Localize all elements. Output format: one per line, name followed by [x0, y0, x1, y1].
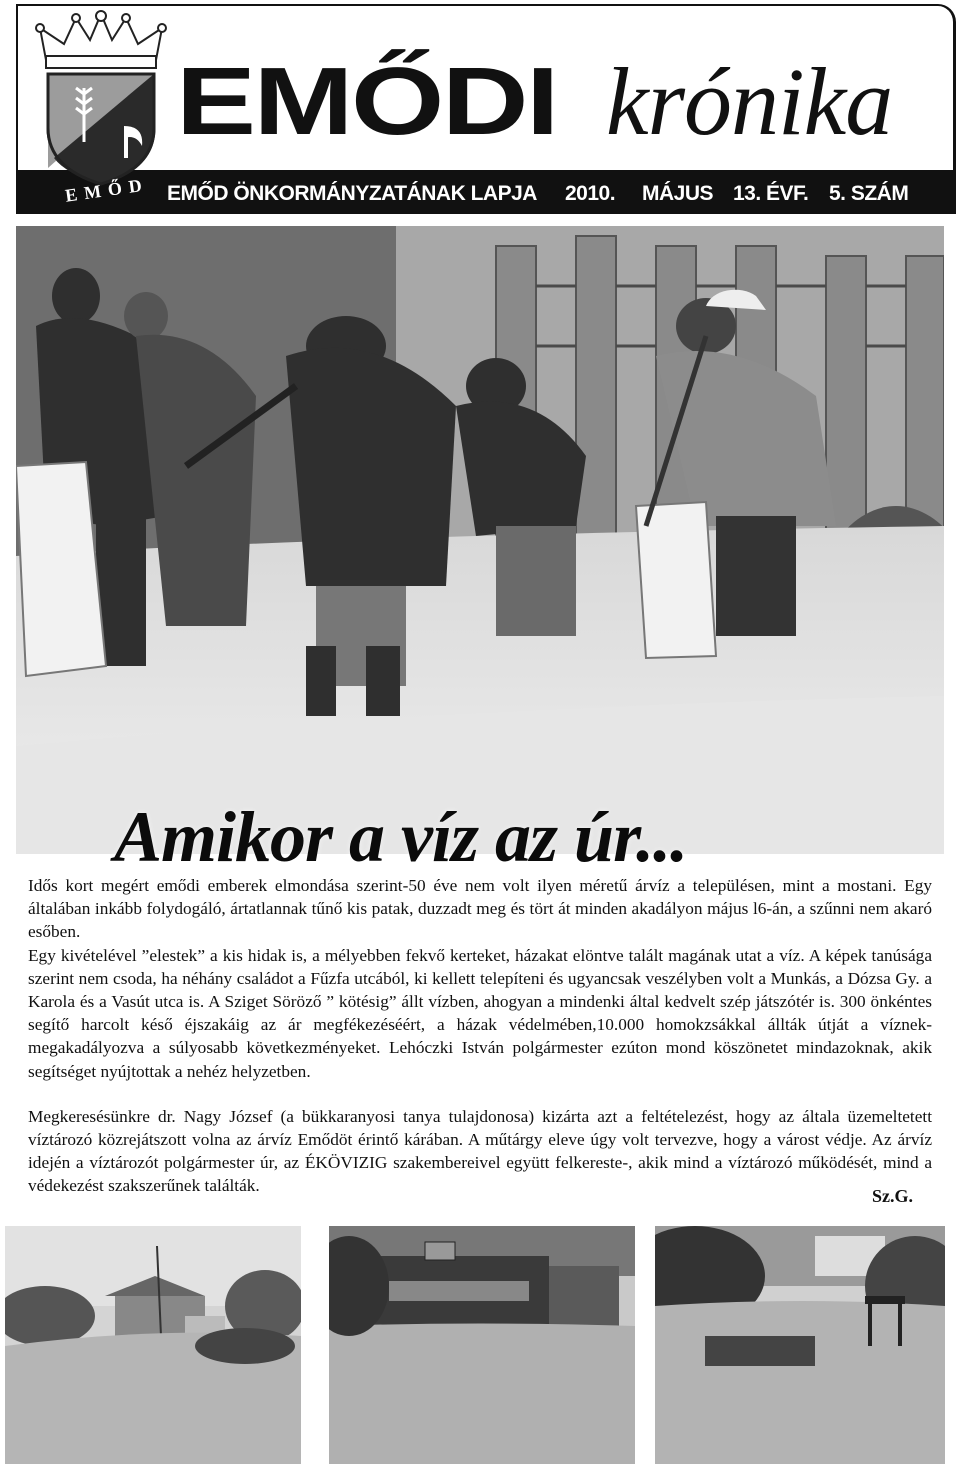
- flooded-playground-photo: [655, 1226, 945, 1464]
- article-paragraph-1: Idős kort megért emődi emberek elmondása szerint-50 éve nem volt ilyen méretű árvíz a településen, mint a mostani. Egy általában inkább folydogáló, ártatlannak tűnő kis patak, duzzadt meg és tört át minden akadályon május l6-án, a szűnni nem akaró esőben.: [28, 876, 932, 942]
- title-sub: krónika: [606, 48, 893, 155]
- article-headline: Amikor a víz az úr...: [114, 797, 688, 878]
- flooded-pub-photo: [329, 1226, 635, 1464]
- article-body: [28, 874, 932, 1198]
- issue-number: 5. SZÁM: [829, 182, 909, 205]
- crest-town-label: EMŐD: [63, 174, 150, 206]
- flooded-street-photo: [5, 1226, 301, 1464]
- issue-volume: 13. ÉVF.: [733, 182, 809, 205]
- publisher-label: EMŐD ÖNKORMÁNYZATÁNAK LAPJA: [167, 182, 537, 205]
- flood-volunteers-photo: [16, 226, 944, 854]
- masthead-title: [176, 30, 893, 155]
- article-signature: Sz.G.: [872, 1186, 914, 1206]
- issue-year: 2010.: [565, 182, 616, 205]
- masthead: [16, 4, 956, 214]
- article-paragraph-2: Egy kivételével ”elestek” a kis hidak is, a mélyebben fekvő kerteket, házakat elöntve talált magának utat a víz. A képek tanúsága szerint nem csoda, ha néhány családot a Fűzfa utcából, ki kellett telepíteni és ugyancsak veszélyben volt a Munkás, a Dózsa Gy. a Karola és a Vasút utca is. A Sziget Söröző ” kötésig” állt vízben, ahogyan a mindenki által kedvelt szép játszótér is. 300 önkéntes segítő harcolt késő éjszakáig az ár megfékezéséért, a házak védelmében,10.000 homokzsákkal állták útját a víznek- megakadályozva a súlyosabb következményeket. Lehóczki István polgármester ezúton mond köszönetet mindazoknak, akik segítséget nyújtottak a nehéz helyzetben.: [28, 945, 932, 1081]
- title-main: EMŐDI: [176, 48, 557, 155]
- issue-month: MÁJUS: [642, 182, 714, 205]
- article-paragraph-3: Megkeresésünkre dr. Nagy József (a bükkaranyosi tanya tulajdonosa) kizárta azt a feltételezést, hogy az általa üzemeltetett víztározó közrejátszott volna az árvíz Emődöt érintő kárában. A műtárgy eleve úgy volt tervezve, hogy a várost védje. Az árvíz idején a víztározót polgármester úr, az ÉKÖVIZIG szakembereivel együtt felkereste-, akik mind a víztározó működését, mind a védekezést szakszerűnek találták.: [28, 1106, 932, 1196]
